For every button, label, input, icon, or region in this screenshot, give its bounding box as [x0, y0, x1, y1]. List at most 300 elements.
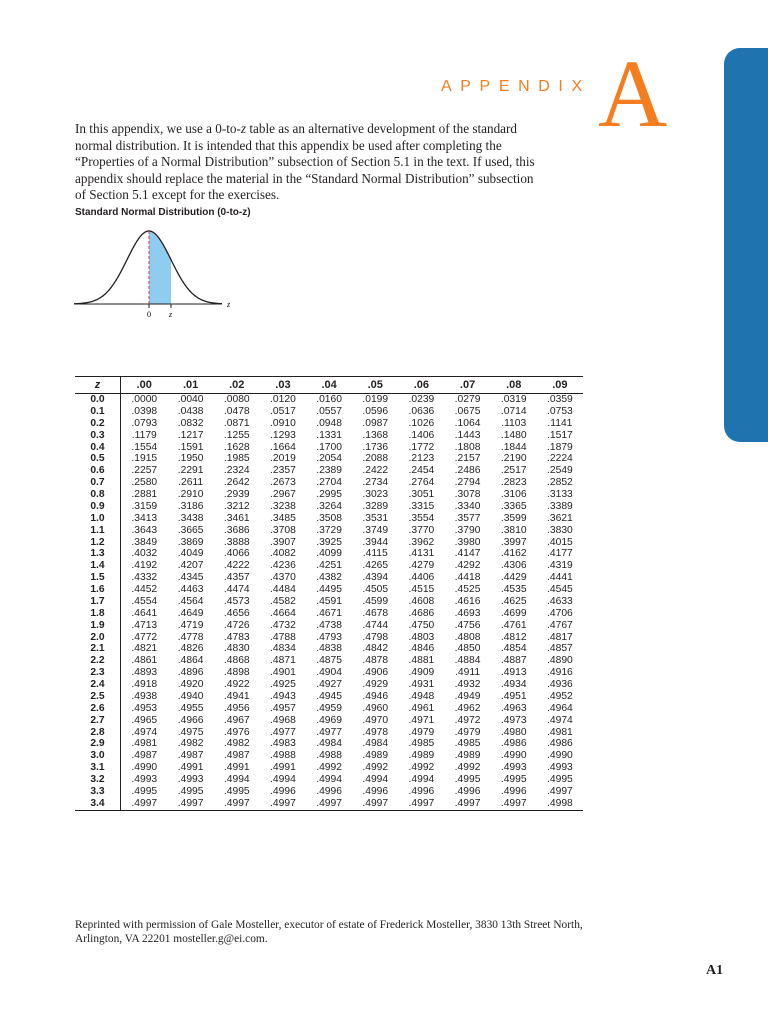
z-value-cell: 1.0	[75, 513, 121, 525]
probability-cell: .0517	[270, 405, 296, 417]
probability-cell: .4996	[362, 785, 389, 797]
probability-cell: .4545	[547, 584, 573, 595]
probability-cell: .4961	[408, 702, 435, 714]
probability-cell: .4995	[177, 785, 204, 797]
probability-cell: .1950	[177, 453, 204, 465]
probability-cell: .2517	[500, 465, 527, 477]
probability-cell: .4974	[131, 726, 158, 738]
table-row	[75, 513, 583, 525]
z-value-cell: 1.9	[75, 620, 121, 632]
probability-cell: .4222	[223, 560, 250, 572]
probability-cell: .0438	[177, 405, 204, 417]
probability-cell: .4887	[500, 655, 527, 667]
probability-cell: .4573	[223, 595, 250, 607]
probability-cell: .4890	[547, 655, 573, 667]
z-value-cell: 2.0	[75, 632, 121, 644]
probability-cell: .4997	[398, 798, 444, 810]
probability-cell: .4505	[362, 584, 389, 595]
probability-cell: .1628	[223, 441, 250, 453]
probability-cell: .1217	[177, 429, 204, 441]
column-header: .02	[214, 377, 260, 394]
probability-cell: .4515	[408, 584, 435, 595]
probability-cell: .3389	[547, 500, 573, 512]
probability-cell: .4995	[131, 785, 158, 797]
z-table-header-row	[75, 377, 583, 394]
table-row	[75, 691, 583, 703]
probability-cell: .2224	[547, 453, 573, 465]
probability-cell: .4997	[214, 798, 260, 810]
probability-cell: .4292	[454, 560, 481, 572]
probability-cell: .3315	[408, 500, 435, 512]
probability-cell: .3944	[362, 536, 389, 548]
probability-cell: .2019	[270, 453, 296, 465]
z-value-cell: 2.1	[75, 643, 121, 655]
table-row	[75, 643, 583, 655]
probability-cell: .4812	[500, 631, 527, 643]
probability-cell: .4956	[223, 702, 250, 714]
probability-cell: .4719	[177, 619, 204, 631]
probability-cell: .3461	[223, 512, 250, 524]
probability-cell: .4332	[131, 572, 158, 584]
table-row	[75, 786, 583, 798]
probability-cell: .4993	[177, 774, 204, 785]
probability-cell: .3212	[223, 500, 250, 512]
probability-cell: .4994	[316, 774, 342, 785]
probability-cell: .4744	[362, 619, 389, 631]
probability-cell: .4995	[223, 785, 250, 797]
probability-cell: .0080	[223, 394, 250, 405]
probability-cell: .0040	[177, 394, 204, 405]
probability-cell: .4066	[223, 548, 250, 560]
probability-cell: .3810	[500, 524, 527, 536]
probability-cell: .4429	[500, 572, 527, 584]
table-row	[75, 703, 583, 715]
probability-cell: .1368	[362, 429, 389, 441]
column-header: .01	[168, 377, 214, 394]
probability-cell: .1293	[270, 429, 296, 441]
probability-cell: .4918	[131, 679, 158, 690]
probability-cell: .4982	[177, 738, 204, 750]
table-row	[75, 489, 583, 501]
probability-cell: .4633	[547, 595, 573, 607]
probability-cell: .4713	[131, 619, 158, 631]
probability-cell: .4904	[316, 667, 342, 679]
probability-cell: .4952	[547, 690, 573, 702]
probability-cell: .4678	[362, 607, 389, 619]
z-value-cell: 1.7	[75, 596, 121, 608]
probability-cell: .4922	[223, 679, 250, 690]
probability-cell: .4964	[547, 702, 573, 714]
probability-cell: .4495	[316, 584, 342, 595]
probability-cell: .4706	[547, 607, 573, 619]
probability-cell: .3508	[316, 512, 342, 524]
probability-cell: .1064	[454, 417, 481, 429]
table-row	[75, 750, 583, 762]
probability-cell: .4946	[362, 690, 389, 702]
axis-z-label: z	[227, 300, 231, 309]
probability-cell: .4995	[500, 774, 527, 785]
probability-cell: .1879	[547, 441, 573, 453]
probability-cell: .4842	[362, 643, 389, 655]
probability-cell: .4881	[408, 655, 435, 667]
probability-cell: .2939	[223, 489, 250, 500]
probability-cell: .4970	[362, 714, 389, 726]
probability-cell: .0120	[270, 394, 296, 405]
probability-cell: .4608	[408, 595, 435, 607]
z-value-cell: 3.1	[75, 762, 121, 774]
z-value-cell: 0.2	[75, 418, 121, 430]
probability-cell: .4992	[362, 762, 389, 774]
probability-cell: .2734	[362, 477, 389, 489]
probability-cell: .4978	[362, 726, 389, 738]
probability-cell: .2088	[362, 453, 389, 465]
z-value-cell: 0.3	[75, 430, 121, 442]
probability-cell: .4997	[352, 798, 398, 810]
probability-cell: .0793	[131, 417, 158, 429]
probability-cell: .0279	[454, 394, 481, 405]
probability-cell: .3962	[408, 536, 435, 548]
probability-cell: .4857	[547, 643, 573, 655]
probability-cell: .3888	[223, 536, 250, 548]
probability-cell: .4957	[270, 702, 296, 714]
probability-cell: .4996	[316, 785, 342, 797]
probability-cell: .2549	[547, 465, 573, 477]
column-header: .08	[491, 377, 537, 394]
probability-cell: .4554	[131, 595, 158, 607]
probability-cell: .4962	[454, 702, 481, 714]
probability-cell: .4972	[454, 714, 481, 726]
probability-cell: .3643	[131, 524, 158, 536]
table-row	[75, 465, 583, 477]
appendix-heading: APPENDIX	[441, 78, 591, 95]
probability-cell: .4911	[455, 667, 481, 679]
table-row	[75, 738, 583, 750]
probability-cell: .4963	[500, 702, 527, 714]
probability-cell: .3925	[316, 536, 342, 548]
normal-curve-figure	[70, 222, 240, 322]
probability-cell: .4940	[177, 690, 204, 702]
probability-cell: .4971	[408, 714, 435, 726]
probability-cell: .3790	[454, 524, 481, 536]
probability-cell: .3106	[500, 489, 527, 500]
table-row	[75, 442, 583, 454]
z-value-cell: 3.0	[75, 750, 121, 762]
probability-cell: .4973	[500, 714, 527, 726]
probability-cell: .4793	[316, 631, 342, 643]
probability-cell: .4960	[362, 702, 389, 714]
probability-cell: .4997	[547, 785, 573, 797]
probability-cell: .4974	[547, 714, 573, 726]
z-value-cell: 0.4	[75, 442, 121, 454]
probability-cell: .3238	[270, 500, 296, 512]
probability-cell: .4082	[270, 548, 296, 560]
z-value-cell: 3.3	[75, 786, 121, 798]
column-header: .06	[398, 377, 444, 394]
probability-cell: .4582	[270, 595, 296, 607]
table-row	[75, 584, 583, 596]
probability-cell: .4989	[408, 750, 435, 762]
probability-cell: .2291	[177, 465, 204, 477]
probability-cell: .4441	[547, 572, 573, 584]
probability-cell: .1517	[547, 429, 573, 441]
z-value-cell: 2.8	[75, 727, 121, 739]
probability-cell: .4830	[223, 643, 250, 655]
probability-cell: .0000	[131, 394, 158, 405]
probability-cell: .4878	[362, 655, 389, 667]
probability-cell: .4985	[454, 738, 481, 750]
table-row	[75, 727, 583, 739]
z-value-cell: 2.3	[75, 667, 121, 679]
probability-cell: .3577	[454, 512, 481, 524]
probability-cell: .4649	[177, 607, 204, 619]
probability-cell: .4989	[362, 750, 389, 762]
probability-cell: .4382	[316, 572, 342, 584]
probability-cell: .1554	[131, 441, 158, 453]
probability-cell: .4750	[408, 619, 435, 631]
z-value-cell: 3.2	[75, 774, 121, 786]
table-row	[75, 418, 583, 430]
probability-cell: .2257	[131, 465, 158, 477]
probability-cell: .4989	[454, 750, 481, 762]
probability-cell: .4817	[547, 631, 573, 643]
shaded-area-0-to-z	[149, 231, 171, 304]
probability-cell: .4463	[177, 584, 204, 595]
probability-cell: .2486	[454, 465, 481, 477]
probability-cell: .4015	[547, 536, 573, 548]
probability-cell: .4996	[500, 785, 527, 797]
probability-cell: .4992	[454, 762, 481, 774]
probability-cell: .0753	[547, 405, 573, 417]
probability-cell: .4898	[223, 667, 250, 679]
column-header: .05	[352, 377, 398, 394]
table-row	[75, 679, 583, 691]
z-value-cell: 0.5	[75, 453, 121, 465]
z-value-cell: 1.1	[75, 525, 121, 537]
table-row	[75, 453, 583, 465]
probability-cell: .4994	[408, 774, 435, 785]
figure-title: Standard Normal Distribution (0-to-z)	[75, 207, 251, 218]
probability-cell: .4987	[131, 750, 158, 762]
probability-cell: .4988	[270, 750, 296, 762]
chapter-side-tab	[724, 48, 768, 442]
probability-cell: .4996	[408, 785, 435, 797]
z-value-cell: 1.4	[75, 560, 121, 572]
probability-cell: .4099	[316, 548, 342, 560]
probability-cell: .1026	[408, 417, 435, 429]
probability-cell: .4938	[131, 690, 158, 702]
table-row	[75, 774, 583, 786]
z-table	[75, 376, 583, 811]
probability-cell: .4990	[131, 762, 158, 774]
probability-cell: .0398	[131, 405, 158, 417]
probability-cell: .4850	[454, 643, 481, 655]
probability-cell: .4925	[270, 679, 296, 690]
column-header: .09	[537, 377, 583, 394]
probability-cell: .4686	[408, 607, 435, 619]
probability-cell: .4357	[223, 572, 250, 584]
z-value-cell: 0.7	[75, 477, 121, 489]
probability-cell: .4864	[177, 655, 204, 667]
probability-cell: .3665	[177, 524, 204, 536]
probability-cell: .4699	[500, 607, 527, 619]
probability-cell: .0478	[223, 405, 250, 417]
probability-cell: .4525	[454, 584, 481, 595]
table-row	[75, 560, 583, 572]
probability-cell: .4996	[454, 785, 481, 797]
probability-cell: .2157	[454, 453, 481, 465]
probability-cell: .4306	[500, 560, 527, 572]
probability-cell: .4996	[270, 785, 296, 797]
probability-cell: .4778	[177, 631, 204, 643]
probability-cell: .4484	[270, 584, 296, 595]
probability-cell: .4783	[223, 631, 250, 643]
probability-cell: .2580	[131, 477, 158, 489]
probability-cell: .4693	[454, 607, 481, 619]
probability-cell: .2673	[270, 477, 296, 489]
probability-cell: .4986	[547, 738, 573, 750]
table-row	[75, 548, 583, 560]
probability-cell: .4991	[223, 762, 250, 774]
table-row	[75, 430, 583, 442]
probability-cell: .4994	[362, 774, 389, 785]
probability-cell: .4821	[131, 643, 158, 655]
probability-cell: .1480	[500, 429, 527, 441]
probability-cell: .1736	[362, 441, 389, 453]
probability-cell: .3023	[362, 489, 389, 500]
probability-cell: .4788	[270, 631, 296, 643]
probability-cell: .4826	[177, 643, 204, 655]
probability-cell: .4991	[177, 762, 204, 774]
table-row	[75, 406, 583, 418]
probability-cell: .4986	[500, 738, 527, 750]
probability-cell: .4772	[131, 631, 158, 643]
probability-cell: .4990	[547, 750, 573, 762]
probability-cell: .4738	[316, 619, 342, 631]
probability-cell: .4991	[270, 762, 296, 774]
probability-cell: .4535	[500, 584, 527, 595]
table-row	[75, 655, 583, 667]
probability-cell: .4406	[408, 572, 435, 584]
probability-cell: .0359	[547, 394, 573, 405]
probability-cell: .4616	[454, 595, 481, 607]
probability-cell: .4115	[362, 548, 388, 560]
probability-cell: .4990	[500, 750, 527, 762]
probability-cell: .4834	[270, 643, 296, 655]
probability-cell: .4988	[316, 750, 342, 762]
probability-cell: .4993	[547, 762, 573, 774]
intro-z-variable: z	[240, 121, 247, 136]
probability-cell: .3340	[454, 500, 481, 512]
probability-cell: .4993	[131, 774, 158, 785]
probability-cell: .4997	[306, 798, 352, 810]
probability-cell: .4995	[547, 774, 573, 785]
table-row	[75, 501, 583, 513]
z-value-cell: 0.6	[75, 465, 121, 477]
probability-cell: .4941	[223, 690, 250, 702]
table-row	[75, 572, 583, 584]
probability-cell: .2324	[223, 465, 250, 477]
probability-cell: .1141	[547, 417, 573, 429]
probability-cell: .3729	[316, 524, 342, 536]
probability-cell: .4981	[547, 726, 573, 738]
probability-cell: .4671	[316, 607, 342, 619]
table-row	[75, 394, 583, 406]
probability-cell: .2995	[316, 489, 342, 500]
column-header: .04	[306, 377, 352, 394]
probability-cell: .4474	[223, 584, 250, 595]
probability-cell: .0910	[270, 417, 296, 429]
probability-cell: .4979	[454, 726, 481, 738]
probability-cell: .4976	[223, 726, 250, 738]
z-value-cell: 1.3	[75, 548, 121, 560]
probability-cell: .4967	[223, 714, 250, 726]
probability-cell: .3708	[270, 524, 296, 536]
probability-cell: .4896	[177, 667, 204, 679]
probability-cell: .0199	[362, 394, 389, 405]
probability-cell: .1915	[131, 453, 158, 465]
table-row	[75, 620, 583, 632]
probability-cell: .4949	[454, 690, 481, 702]
probability-cell: .4948	[408, 690, 435, 702]
probability-cell: .4798	[362, 631, 389, 643]
probability-cell: .4871	[270, 655, 296, 667]
probability-cell: .4893	[131, 667, 158, 679]
probability-cell: .4965	[131, 714, 158, 726]
probability-cell: .3621	[547, 512, 573, 524]
probability-cell: .4564	[177, 595, 204, 607]
table-row	[75, 596, 583, 608]
probability-cell: .4236	[270, 560, 296, 572]
z-value-cell: 2.7	[75, 715, 121, 727]
z-value-cell: 2.6	[75, 703, 121, 715]
probability-cell: .3289	[362, 500, 389, 512]
z-value-cell: 1.6	[75, 584, 121, 596]
table-row	[75, 477, 583, 489]
probability-cell: .4931	[408, 679, 435, 690]
probability-cell: .3365	[500, 500, 527, 512]
probability-cell: .3599	[500, 512, 527, 524]
probability-cell: .1255	[223, 429, 250, 441]
probability-cell: .4969	[316, 714, 342, 726]
probability-cell: .2123	[408, 453, 435, 465]
probability-cell: .4909	[408, 667, 435, 679]
probability-cell: .4803	[408, 631, 435, 643]
probability-cell: .0832	[177, 417, 204, 429]
probability-cell: .4981	[131, 738, 158, 750]
probability-cell: .4591	[316, 595, 342, 607]
probability-cell: .2642	[223, 477, 250, 489]
probability-cell: .4641	[131, 607, 158, 619]
probability-cell: .3997	[500, 536, 527, 548]
probability-cell: .4394	[362, 572, 389, 584]
probability-cell: .4979	[408, 726, 435, 738]
probability-cell: .3133	[547, 489, 573, 500]
probability-cell: .4656	[223, 607, 250, 619]
probability-cell: .4846	[408, 643, 435, 655]
probability-cell: .4664	[270, 607, 296, 619]
probability-cell: .2054	[316, 453, 342, 465]
probability-cell: .4982	[223, 738, 250, 750]
probability-cell: .4279	[408, 560, 435, 572]
probability-cell: .1808	[454, 441, 481, 453]
probability-cell: .0987	[362, 417, 389, 429]
probability-cell: .3849	[131, 536, 158, 548]
probability-cell: .0675	[454, 405, 481, 417]
probability-cell: .1179	[131, 429, 157, 441]
probability-cell: .4901	[270, 667, 296, 679]
probability-cell: .4625	[500, 595, 527, 607]
probability-cell: .4868	[223, 655, 250, 667]
